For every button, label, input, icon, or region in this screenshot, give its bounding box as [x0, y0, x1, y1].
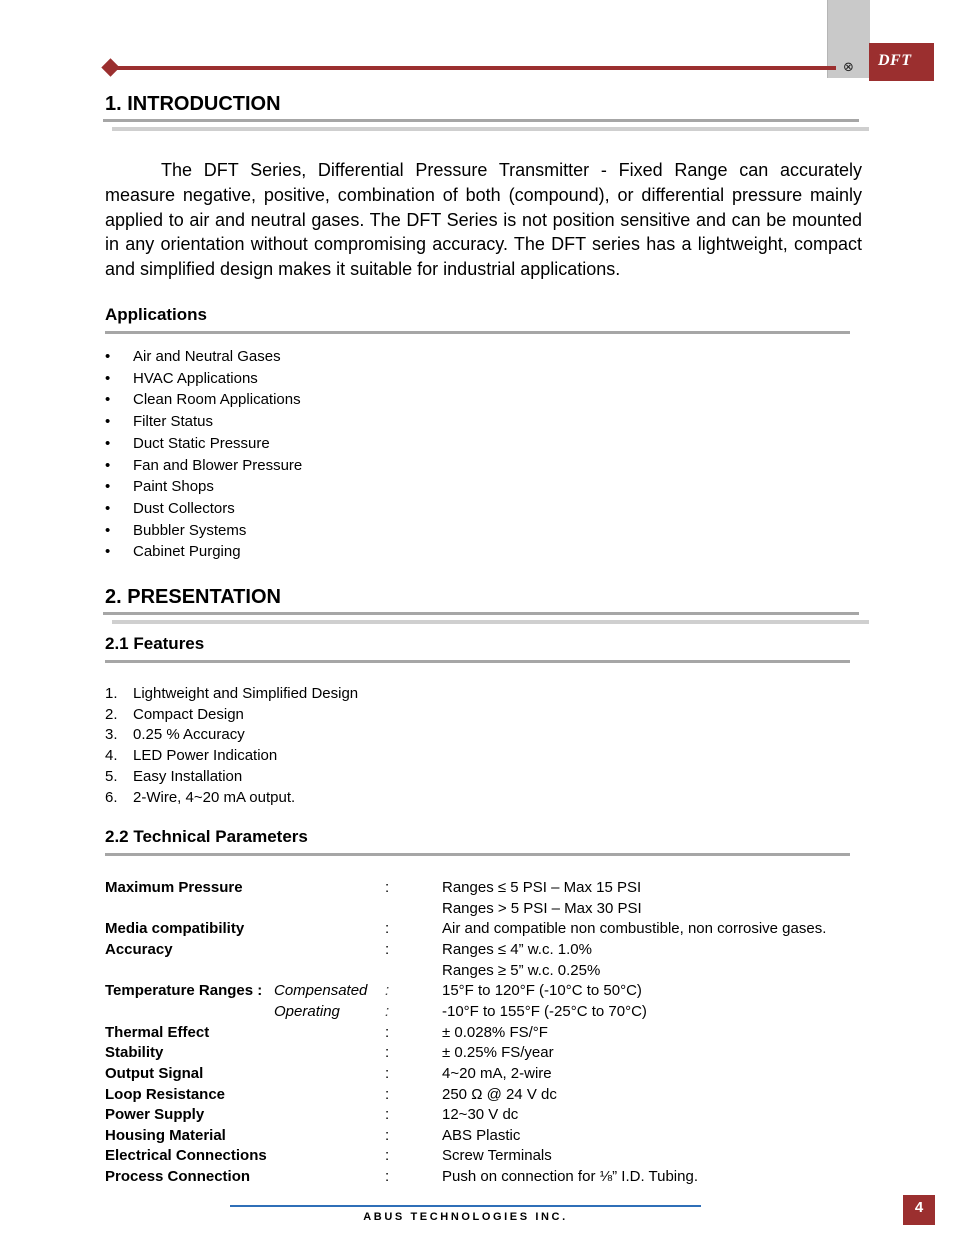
parameter-label: Accuracy	[105, 941, 173, 958]
parameter-value: ± 0.028% FS/°F	[442, 1024, 548, 1041]
parameter-label: Temperature Ranges :	[105, 982, 263, 999]
parameter-value: Ranges ≥ 5” w.c. 0.25%	[442, 962, 601, 979]
parameter-label: Housing Material	[105, 1127, 226, 1144]
list-number: 1.	[105, 685, 118, 702]
parameter-label: Loop Resistance	[105, 1086, 226, 1103]
list-item-label: Cabinet Purging	[133, 543, 241, 560]
list-item-label: Fan and Blower Pressure	[133, 457, 303, 474]
footer-company: ABUS TECHNOLOGIES INC.	[363, 1211, 568, 1223]
parameter-colon: :	[385, 1147, 390, 1164]
parameter-label: Stability	[105, 1044, 164, 1061]
list-number: 5.	[105, 768, 118, 785]
list-item-label: Easy Installation	[133, 768, 243, 785]
list-item-label: Dust Collectors	[133, 500, 235, 517]
parameter-value: Push on connection for ⅛” I.D. Tubing.	[442, 1168, 698, 1185]
bullet-point: •	[105, 543, 111, 560]
parameter-label: Electrical Connections	[105, 1147, 267, 1164]
parameter-colon: :	[385, 1168, 390, 1185]
parameter-colon: :	[385, 1044, 390, 1061]
footer-rule	[230, 1205, 701, 1207]
bullet-point: •	[105, 478, 111, 495]
parameter-value: ± 0.25% FS/year	[442, 1044, 554, 1061]
parameter-sublabel: Compensated	[274, 982, 368, 999]
applications-heading: Applications	[105, 305, 208, 324]
heading-rule-shadow	[112, 127, 869, 131]
list-item-label: HVAC Applications	[133, 370, 258, 387]
page-number: 4	[914, 1199, 924, 1216]
parameter-label: Process Connection	[105, 1168, 251, 1185]
parameter-label: Media compatibility	[105, 920, 245, 937]
list-item-label: Lightweight and Simplified Design	[133, 685, 359, 702]
list-item-label: Bubbler Systems	[133, 522, 247, 539]
parameter-value: ABS Plastic	[442, 1127, 521, 1144]
list-item-label: Compact Design	[133, 706, 244, 723]
list-number: 2.	[105, 706, 118, 723]
list-item-label: Duct Static Pressure	[133, 435, 270, 452]
parameter-colon: :	[385, 941, 390, 958]
bullet-point: •	[105, 348, 111, 365]
presentation-heading: 2. PRESENTATION	[105, 586, 281, 608]
parameter-colon: :	[385, 1003, 390, 1020]
parameter-colon: :	[385, 1024, 390, 1041]
list-number: 6.	[105, 789, 118, 806]
parameter-value: 15°F to 120°F (-10°C to 50°C)	[442, 982, 642, 999]
parameter-value: Ranges > 5 PSI – Max 30 PSI	[442, 900, 642, 917]
parameter-value: 4~20 mA, 2-wire	[442, 1065, 552, 1082]
parameter-sublabel: Operating	[274, 1003, 340, 1020]
parameter-label: Power Supply	[105, 1106, 205, 1123]
parameter-value: Screw Terminals	[442, 1147, 552, 1164]
list-item-label: Clean Room Applications	[133, 391, 301, 408]
header-diamond	[101, 58, 119, 76]
parameter-value: 12~30 V dc	[442, 1106, 519, 1123]
list-item-label: 0.25 % Accuracy	[133, 726, 245, 743]
list-item-label: 2-Wire, 4~20 mA output.	[133, 789, 296, 806]
heading-rule-shadow	[112, 620, 869, 624]
header-badge-text: DFT	[878, 52, 912, 69]
list-number: 4.	[105, 747, 118, 764]
bullet-point: •	[105, 413, 111, 430]
parameter-label: Output Signal	[105, 1065, 204, 1082]
introduction-paragraph: The DFT Series, Differential Pressure Transmitter - Fixed Range can accurately measure negative, positive, combination of both (compound), or differential pressure mainly applied to air and neutral gases. The DFT Series is not position sensitive and can be mounted in any orientation without compromising accuracy. The DFT series has a lightweight, compact and simplified design makes it suitable for industrial applications.	[105, 160, 862, 280]
bullet-point: •	[105, 457, 111, 474]
parameter-value: -10°F to 155°F (-25°C to 70°C)	[442, 1003, 647, 1020]
list-item-label: Filter Status	[133, 413, 214, 430]
parameter-value: Air and compatible non combustible, non corrosive gases.	[442, 920, 827, 937]
list-item-label: LED Power Indication	[133, 747, 278, 764]
parameter-value: Ranges ≤ 4” w.c. 1.0%	[442, 941, 592, 958]
parameter-value: 250 Ω @ 24 V dc	[442, 1086, 557, 1103]
parameter-value: Ranges ≤ 5 PSI – Max 15 PSI	[442, 879, 642, 896]
parameter-label: Thermal Effect	[105, 1024, 210, 1041]
features-heading: 2.1 Features	[105, 634, 205, 653]
bullet-point: •	[105, 500, 111, 517]
list-item-label: Air and Neutral Gases	[133, 348, 281, 365]
bullet-point: •	[105, 435, 111, 452]
parameter-colon: :	[385, 879, 390, 896]
parameter-label: Maximum Pressure	[105, 879, 243, 896]
parameter-colon: :	[385, 1106, 390, 1123]
parameter-colon: :	[385, 920, 390, 937]
bullet-point: •	[105, 370, 111, 387]
list-item-label: Paint Shops	[133, 478, 214, 495]
bullet-point: •	[105, 391, 111, 408]
list-number: 3.	[105, 726, 118, 743]
parameter-colon: :	[385, 1127, 390, 1144]
applications-rule	[105, 331, 850, 334]
parameter-colon: :	[385, 1086, 390, 1103]
parameter-colon: :	[385, 982, 390, 999]
technical-parameters-rule	[105, 853, 850, 856]
features-rule	[105, 660, 850, 663]
header-rule	[112, 66, 836, 70]
heading-rule	[103, 612, 859, 615]
crosshair-circle-icon: ⊗	[843, 60, 854, 75]
heading-rule	[103, 119, 859, 122]
introduction-heading: 1. INTRODUCTION	[105, 93, 281, 115]
parameter-colon: :	[385, 1065, 390, 1082]
technical-parameters-heading: 2.2 Technical Parameters	[105, 827, 308, 846]
bullet-point: •	[105, 522, 111, 539]
